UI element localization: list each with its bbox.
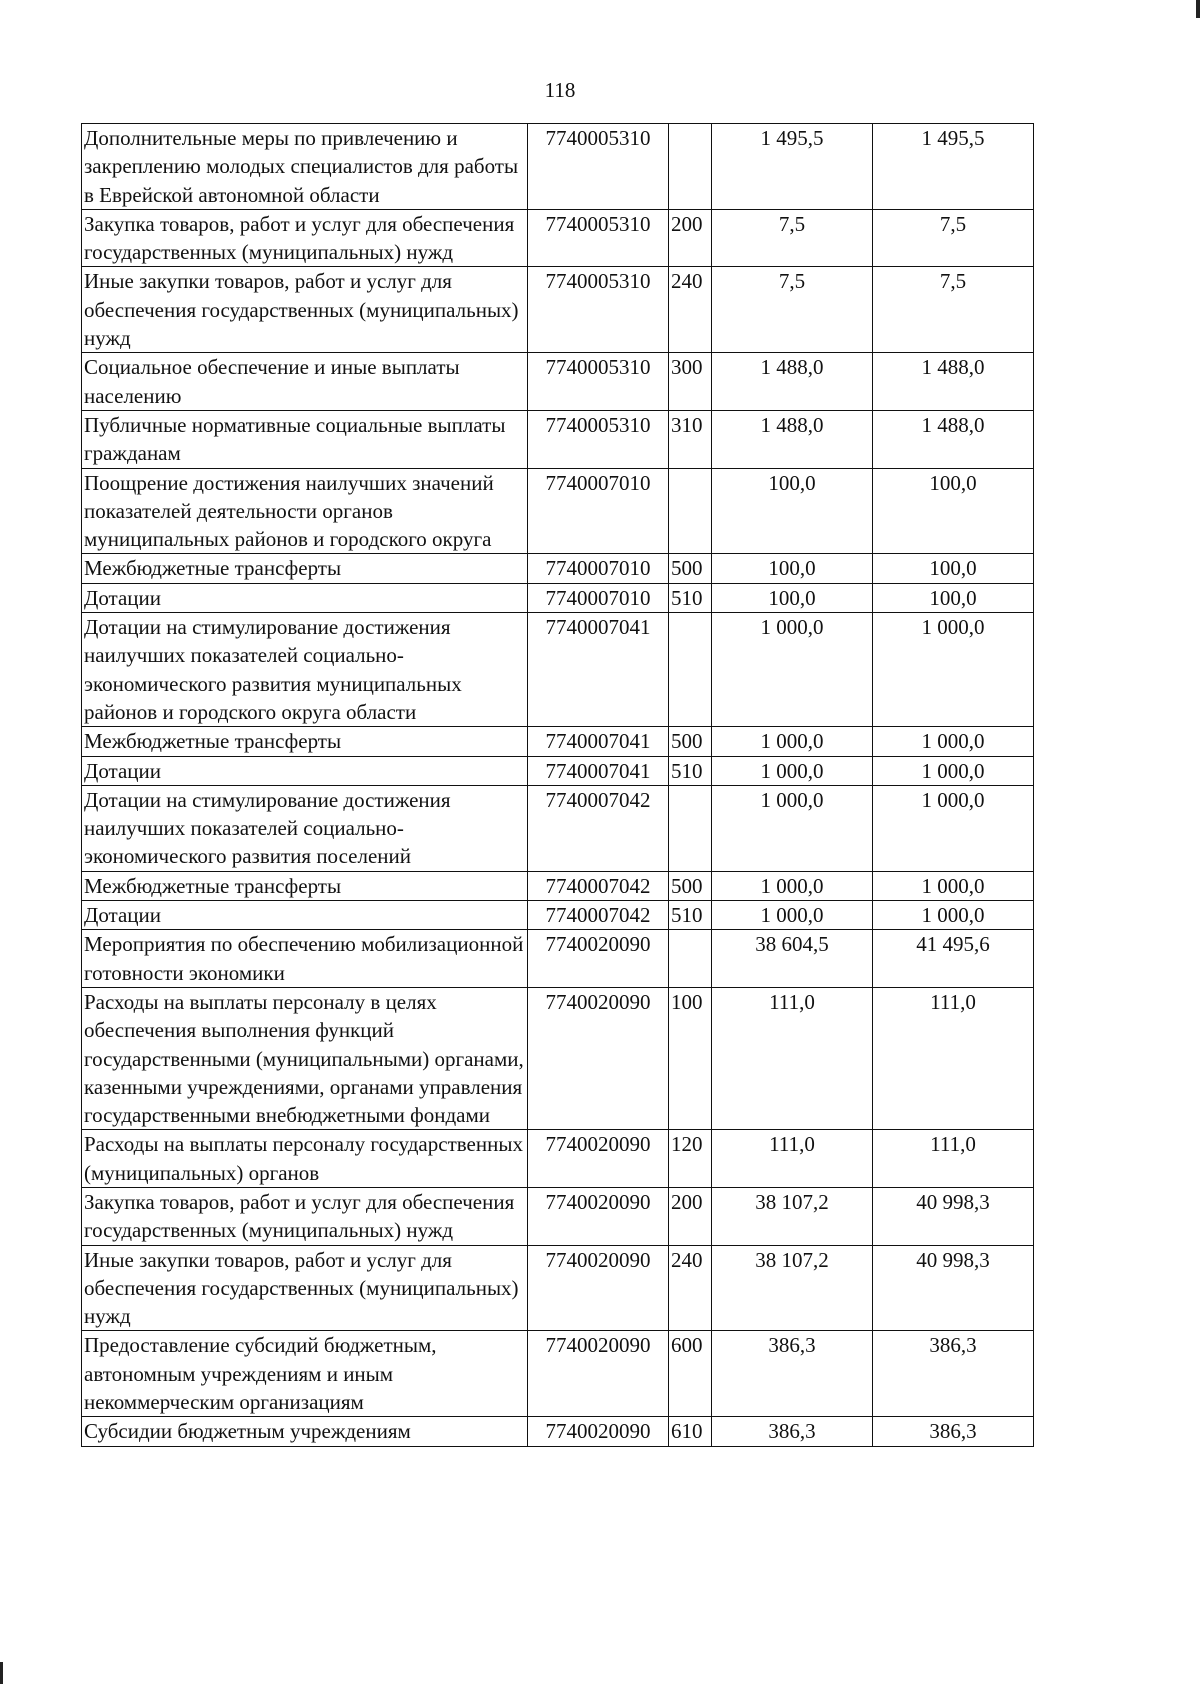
row-expense-type: 510 xyxy=(669,756,712,785)
row-expense-type xyxy=(669,613,712,727)
table-row xyxy=(82,1331,1034,1417)
row-code: 7740007042 xyxy=(528,785,669,871)
row-expense-type xyxy=(669,468,712,554)
row-expense-type xyxy=(669,930,712,988)
table-row xyxy=(82,785,1034,871)
row-value-2: 100,0 xyxy=(873,583,1034,612)
row-expense-type: 240 xyxy=(669,1245,712,1331)
row-value-1: 1 000,0 xyxy=(712,901,873,930)
row-expense-type: 500 xyxy=(669,727,712,756)
table-row xyxy=(82,583,1034,612)
row-value-1: 1 000,0 xyxy=(712,756,873,785)
row-name: Иные закупки товаров, работ и услуг для обеспечения государственных (муниципальных) нужд xyxy=(82,1245,528,1331)
row-code: 7740020090 xyxy=(528,1331,669,1417)
row-value-1: 111,0 xyxy=(712,987,873,1129)
table-row xyxy=(82,871,1034,900)
row-name: Дополнительные меры по привлечению и закреплению молодых специалистов для работы в Еврейской автономной области xyxy=(82,124,528,210)
row-value-2: 40 998,3 xyxy=(873,1187,1034,1245)
row-name: Субсидии бюджетным учреждениям xyxy=(82,1417,528,1446)
row-value-2: 7,5 xyxy=(873,209,1034,267)
row-value-1: 1 000,0 xyxy=(712,871,873,900)
row-code: 7740020090 xyxy=(528,1130,669,1188)
budget-table xyxy=(81,123,1034,1447)
row-expense-type: 600 xyxy=(669,1331,712,1417)
row-value-2: 1 000,0 xyxy=(873,613,1034,727)
row-code: 7740005310 xyxy=(528,267,669,353)
row-name: Закупка товаров, работ и услуг для обеспечения государственных (муниципальных) нужд xyxy=(82,1187,528,1245)
row-value-1: 38 604,5 xyxy=(712,930,873,988)
table-row xyxy=(82,987,1034,1129)
row-name: Иные закупки товаров, работ и услуг для обеспечения государственных (муниципальных) нужд xyxy=(82,267,528,353)
row-name: Дотации xyxy=(82,583,528,612)
row-expense-type: 120 xyxy=(669,1130,712,1188)
row-value-2: 1 000,0 xyxy=(873,871,1034,900)
row-expense-type: 200 xyxy=(669,1187,712,1245)
row-expense-type: 310 xyxy=(669,410,712,468)
row-code: 7740020090 xyxy=(528,987,669,1129)
row-name: Дотации xyxy=(82,756,528,785)
row-code: 7740007042 xyxy=(528,871,669,900)
row-expense-type: 240 xyxy=(669,267,712,353)
row-value-1: 100,0 xyxy=(712,468,873,554)
row-name: Расходы на выплаты персоналу в целях обеспечения выполнения функций государственными (муниципальными) органами, казенными учреждениями, органами управления государственными внебюджетными фондами xyxy=(82,987,528,1129)
table-row xyxy=(82,1187,1034,1245)
row-value-1: 7,5 xyxy=(712,209,873,267)
row-code: 7740005310 xyxy=(528,124,669,210)
row-code: 7740007041 xyxy=(528,756,669,785)
row-value-2: 1 000,0 xyxy=(873,785,1034,871)
table-row xyxy=(82,756,1034,785)
row-value-2: 386,3 xyxy=(873,1331,1034,1417)
row-value-1: 38 107,2 xyxy=(712,1187,873,1245)
row-code: 7740020090 xyxy=(528,1187,669,1245)
row-name: Дотации xyxy=(82,901,528,930)
row-value-1: 1 000,0 xyxy=(712,727,873,756)
row-expense-type: 300 xyxy=(669,353,712,411)
row-value-1: 38 107,2 xyxy=(712,1245,873,1331)
table-row xyxy=(82,267,1034,353)
row-value-2: 40 998,3 xyxy=(873,1245,1034,1331)
table-row xyxy=(82,1245,1034,1331)
row-name: Мероприятия по обеспечению мобилизационной готовности экономики xyxy=(82,930,528,988)
row-value-1: 100,0 xyxy=(712,583,873,612)
table-row xyxy=(82,353,1034,411)
row-expense-type: 100 xyxy=(669,987,712,1129)
row-expense-type: 500 xyxy=(669,871,712,900)
row-name: Дотации на стимулирование достижения наилучших показателей социально-экономического развития поселений xyxy=(82,785,528,871)
row-name: Расходы на выплаты персоналу государственных (муниципальных) органов xyxy=(82,1130,528,1188)
row-value-2: 100,0 xyxy=(873,468,1034,554)
row-value-2: 111,0 xyxy=(873,987,1034,1129)
row-value-2: 41 495,6 xyxy=(873,930,1034,988)
row-value-1: 100,0 xyxy=(712,554,873,583)
row-value-1: 386,3 xyxy=(712,1331,873,1417)
row-code: 7740020090 xyxy=(528,1245,669,1331)
row-expense-type: 500 xyxy=(669,554,712,583)
row-code: 7740007041 xyxy=(528,613,669,727)
row-name: Социальное обеспечение и иные выплаты населению xyxy=(82,353,528,411)
row-code: 7740005310 xyxy=(528,209,669,267)
row-code: 7740005310 xyxy=(528,410,669,468)
row-value-2: 7,5 xyxy=(873,267,1034,353)
row-name: Предоставление субсидий бюджетным, автономным учреждениям и иным некоммерческим организациям xyxy=(82,1331,528,1417)
row-name: Межбюджетные трансферты xyxy=(82,727,528,756)
row-value-1: 386,3 xyxy=(712,1417,873,1446)
row-code: 7740005310 xyxy=(528,353,669,411)
row-value-2: 1 488,0 xyxy=(873,410,1034,468)
row-value-1: 1 488,0 xyxy=(712,353,873,411)
table-row xyxy=(82,727,1034,756)
row-code: 7740020090 xyxy=(528,1417,669,1446)
table-row xyxy=(82,554,1034,583)
row-name: Публичные нормативные социальные выплаты гражданам xyxy=(82,410,528,468)
row-expense-type: 510 xyxy=(669,583,712,612)
row-name: Межбюджетные трансферты xyxy=(82,554,528,583)
row-code: 7740020090 xyxy=(528,930,669,988)
row-value-1: 1 488,0 xyxy=(712,410,873,468)
row-value-2: 1 495,5 xyxy=(873,124,1034,210)
row-value-1: 7,5 xyxy=(712,267,873,353)
row-expense-type xyxy=(669,124,712,210)
budget-table-body xyxy=(82,124,1034,1447)
row-code: 7740007010 xyxy=(528,554,669,583)
row-value-1: 1 495,5 xyxy=(712,124,873,210)
table-row xyxy=(82,1130,1034,1188)
row-expense-type: 610 xyxy=(669,1417,712,1446)
row-value-1: 111,0 xyxy=(712,1130,873,1188)
row-name: Межбюджетные трансферты xyxy=(82,871,528,900)
row-value-2: 100,0 xyxy=(873,554,1034,583)
page-number: 118 xyxy=(544,78,576,102)
row-code: 7740007010 xyxy=(528,583,669,612)
table-row xyxy=(82,410,1034,468)
row-name: Поощрение достижения наилучших значений показателей деятельности органов муниципальных районов и городского округа xyxy=(82,468,528,554)
row-value-1: 1 000,0 xyxy=(712,613,873,727)
row-value-2: 386,3 xyxy=(873,1417,1034,1446)
row-name: Дотации на стимулирование достижения наилучших показателей социально-экономического развития муниципальных районов и городского округа области xyxy=(82,613,528,727)
row-value-1: 1 000,0 xyxy=(712,785,873,871)
row-expense-type: 510 xyxy=(669,901,712,930)
row-expense-type xyxy=(669,785,712,871)
table-row xyxy=(82,901,1034,930)
scan-edge-mark-bottom xyxy=(0,1662,3,1684)
table-row xyxy=(82,930,1034,988)
row-name: Закупка товаров, работ и услуг для обеспечения государственных (муниципальных) нужд xyxy=(82,209,528,267)
row-code: 7740007010 xyxy=(528,468,669,554)
table-row xyxy=(82,1417,1034,1446)
row-value-2: 1 000,0 xyxy=(873,727,1034,756)
row-value-2: 1 488,0 xyxy=(873,353,1034,411)
row-value-2: 1 000,0 xyxy=(873,901,1034,930)
row-code: 7740007041 xyxy=(528,727,669,756)
scan-edge-mark xyxy=(1196,0,1200,18)
row-expense-type: 200 xyxy=(669,209,712,267)
table-row xyxy=(82,209,1034,267)
row-value-2: 1 000,0 xyxy=(873,756,1034,785)
row-value-2: 111,0 xyxy=(873,1130,1034,1188)
row-code: 7740007042 xyxy=(528,901,669,930)
table-row xyxy=(82,124,1034,210)
table-row xyxy=(82,468,1034,554)
table-row xyxy=(82,613,1034,727)
